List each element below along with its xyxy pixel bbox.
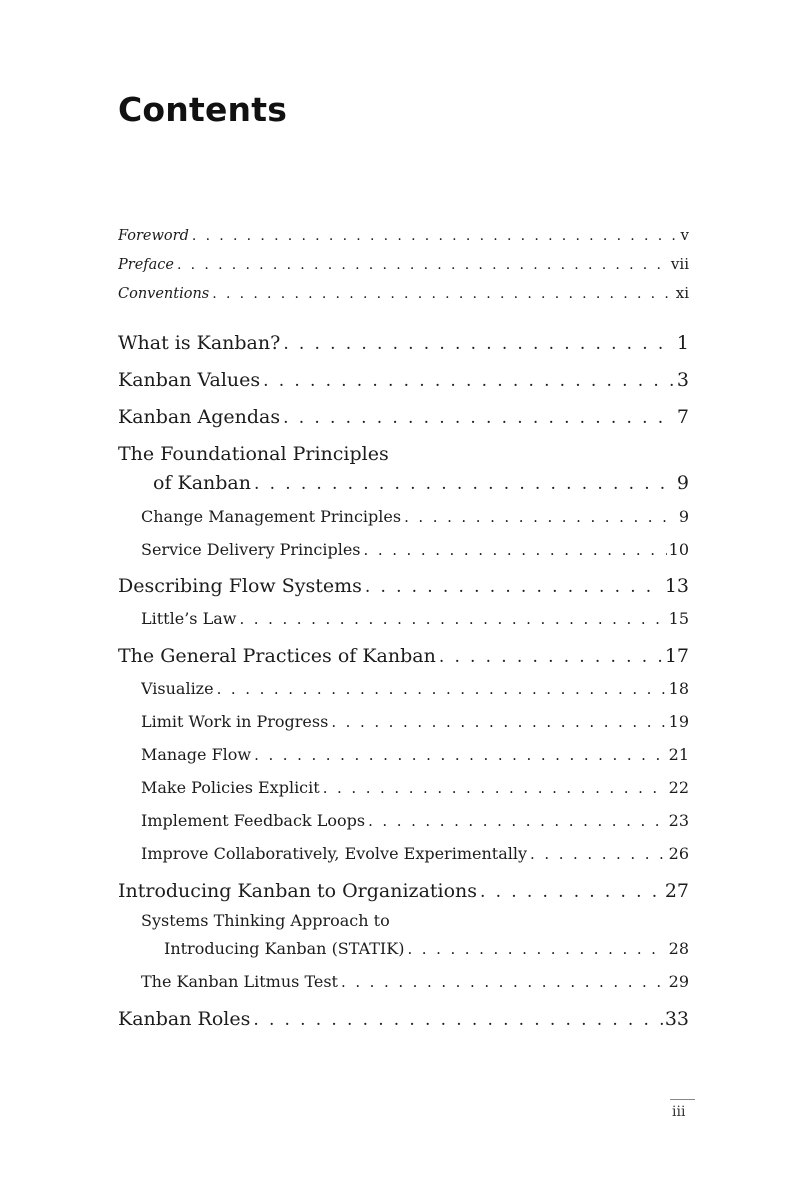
toc-entry-kanban-agendas[interactable] <box>118 406 689 428</box>
toc-entry-title: Introducing Kanban to Organizations <box>118 880 478 902</box>
dot-leader <box>364 541 667 559</box>
dot-leader <box>192 228 679 244</box>
folio-rule <box>670 1099 695 1100</box>
dot-leader <box>404 508 677 526</box>
toc-page-number: 29 <box>668 972 689 991</box>
toc-page-number: 33 <box>664 1008 689 1030</box>
toc-entry-title: Change Management Principles <box>141 507 402 526</box>
dot-leader <box>365 577 663 597</box>
toc-entry-title: Kanban Roles <box>118 1008 251 1030</box>
dot-leader <box>331 713 666 731</box>
toc-page-number: 17 <box>664 645 689 667</box>
toc-entry-feedback-loops[interactable] <box>141 811 689 830</box>
toc-entry-general-practices[interactable] <box>118 645 689 667</box>
toc-entry-title: Limit Work in Progress <box>141 712 329 731</box>
toc-entry-preface[interactable] <box>118 255 689 273</box>
table-of-contents <box>118 0 689 1191</box>
toc-entry-title-line1[interactable]: Systems Thinking Approach to <box>141 911 390 930</box>
toc-entry-statik[interactable] <box>164 939 689 958</box>
dot-leader <box>212 286 673 302</box>
page-title: Contents <box>118 90 288 129</box>
dot-leader <box>254 746 667 764</box>
toc-entry-title: Describing Flow Systems <box>118 575 362 597</box>
toc-page-number: 9 <box>676 472 689 494</box>
dot-leader <box>530 845 667 863</box>
toc-entry-limit-wip[interactable] <box>141 712 689 731</box>
toc-page-number: 26 <box>668 844 689 863</box>
toc-page-number: 3 <box>676 369 689 391</box>
dot-leader <box>253 1010 662 1030</box>
dot-leader <box>323 779 667 797</box>
dot-leader <box>407 940 666 958</box>
toc-entry-title: of Kanban <box>153 472 251 494</box>
toc-page-number: vii <box>670 255 689 273</box>
toc-entry-kanban-roles[interactable] <box>118 1008 689 1030</box>
toc-entry-improve-collaboratively[interactable] <box>141 844 689 863</box>
dot-leader <box>341 973 667 991</box>
toc-entry-kanban-values[interactable] <box>118 369 689 391</box>
toc-entry-manage-flow[interactable] <box>141 745 689 764</box>
toc-page-number: 27 <box>664 880 689 902</box>
toc-page-number: 18 <box>668 679 689 698</box>
toc-entry-title-line1[interactable]: The Foundational Principles <box>118 443 389 465</box>
toc-entry-title: Kanban Values <box>118 369 261 391</box>
toc-page-number: 21 <box>668 745 689 764</box>
toc-entry-conventions[interactable] <box>118 284 689 302</box>
toc-entry-title: Conventions <box>118 286 210 302</box>
toc-page-number: 7 <box>676 406 689 428</box>
dot-leader <box>263 371 675 391</box>
dot-leader <box>283 408 675 428</box>
toc-entry-title: Visualize <box>141 679 214 698</box>
toc-entry-foreword[interactable] <box>118 226 689 244</box>
toc-page-number: 9 <box>678 507 689 526</box>
dot-leader <box>177 257 669 273</box>
toc-entry-foundational-principles[interactable] <box>153 472 689 494</box>
dot-leader <box>480 882 663 902</box>
toc-page-number: 1 <box>676 332 689 354</box>
toc-entry-title: Introducing Kanban (STATIK) <box>164 939 405 958</box>
toc-page-number: 22 <box>668 778 689 797</box>
toc-entry-title: The Kanban Litmus Test <box>141 972 338 991</box>
toc-page-number: 19 <box>668 712 689 731</box>
toc-entry-title: What is Kanban? <box>118 332 281 354</box>
toc-entry-title: The General Practices of Kanban <box>118 645 436 667</box>
toc-entry-littles-law[interactable] <box>141 609 689 628</box>
toc-page-number: v <box>680 226 689 244</box>
toc-entry-introducing-kanban[interactable] <box>118 880 689 902</box>
toc-page-number: 15 <box>668 609 689 628</box>
toc-entry-what-is-kanban[interactable] <box>118 332 689 354</box>
toc-entry-title: Kanban Agendas <box>118 406 281 428</box>
toc-entry-change-management-principles[interactable] <box>141 507 689 526</box>
toc-page-number: 13 <box>664 575 689 597</box>
toc-entry-make-policies-explicit[interactable] <box>141 778 689 797</box>
page-number: iii <box>672 1104 686 1120</box>
toc-entry-litmus-test[interactable] <box>141 972 689 991</box>
toc-entry-visualize[interactable] <box>141 679 689 698</box>
dot-leader <box>239 610 666 628</box>
toc-entry-title: Improve Collaboratively, Evolve Experimentally <box>141 844 528 863</box>
dot-leader <box>283 334 675 354</box>
toc-entry-service-delivery-principles[interactable] <box>141 540 689 559</box>
dot-leader <box>254 474 675 494</box>
toc-entry-title: Preface <box>118 257 174 273</box>
toc-entry-title: Manage Flow <box>141 745 252 764</box>
toc-entry-title: Foreword <box>118 228 189 244</box>
dot-leader <box>368 812 667 830</box>
toc-entry-describing-flow-systems[interactable] <box>118 575 689 597</box>
toc-page-number: 23 <box>668 811 689 830</box>
toc-entry-title: Little’s Law <box>141 609 237 628</box>
toc-page-number: 10 <box>668 540 689 559</box>
toc-page-number: xi <box>675 284 689 302</box>
dot-leader <box>439 647 663 667</box>
dot-leader <box>217 680 667 698</box>
toc-entry-title: Service Delivery Principles <box>141 540 361 559</box>
toc-entry-title: Make Policies Explicit <box>141 778 320 797</box>
toc-entry-title: Implement Feedback Loops <box>141 811 366 830</box>
toc-page-number: 28 <box>668 939 689 958</box>
